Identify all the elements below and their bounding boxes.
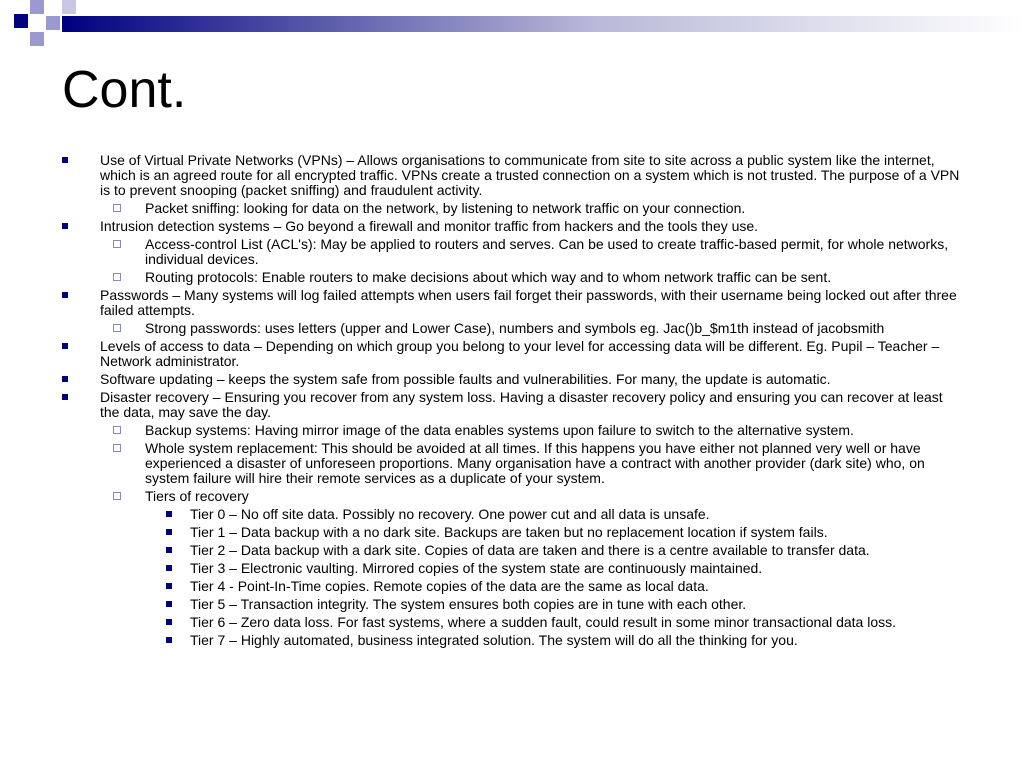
list-item <box>60 153 960 198</box>
filled-square-bullet-icon <box>62 153 68 168</box>
list-item <box>60 390 960 420</box>
light-square-icon <box>62 0 76 14</box>
light-square-icon <box>46 16 60 30</box>
white-square-icon <box>14 30 28 44</box>
list-item <box>60 525 960 540</box>
list-item <box>60 288 960 318</box>
list-item-text: Intrusion detection systems – Go beyond a firewall and monitor traffic from hackers and the tools they use. <box>100 218 759 234</box>
filled-square-bullet-icon <box>62 219 68 234</box>
slide-body <box>60 153 960 651</box>
header-decoration <box>0 0 1024 64</box>
list-item-text: Disaster recovery – Ensuring you recover from any system loss. Having a disaster recovery policy and ensuring you can recover at least the data, may save the day. <box>100 389 943 420</box>
list-item-text: Tier 0 – No off site data. Possibly no recovery. One power cut and all data is unsafe. <box>190 506 710 522</box>
list-item-text: Tier 4 - Point-In-Time copies. Remote copies of the data are the same as local data. <box>190 578 709 594</box>
list-item-text: Passwords – Many systems will log failed attempts when users fail forget their passwords, with their username being locked out after three failed attempts. <box>100 287 957 318</box>
filled-square-bullet-icon <box>62 372 68 387</box>
list-item-text: Tier 6 – Zero data loss. For fast systems, where a sudden fault, could result in some minor transactional data loss. <box>190 614 897 630</box>
filled-square-bullet-icon <box>166 579 172 594</box>
list-item <box>60 579 960 594</box>
filled-square-bullet-icon <box>62 288 68 303</box>
dark-square-icon <box>14 14 28 28</box>
hollow-square-bullet-icon <box>113 201 121 216</box>
list-item <box>60 633 960 648</box>
hollow-square-bullet-icon <box>113 237 121 252</box>
list-item <box>60 597 960 612</box>
filled-square-bullet-icon <box>166 615 172 630</box>
list-item-text: Tier 5 – Transaction integrity. The system ensures both copies are in tune with each other. <box>190 596 747 612</box>
filled-square-bullet-icon <box>166 633 172 648</box>
list-item <box>60 372 960 387</box>
light-square-icon <box>30 0 44 14</box>
list-item-text: Access-control List (ACL's): May be applied to routers and serves. Can be used to create traffic-based permit, for whole networks, individual devices. <box>145 236 949 267</box>
list-item <box>60 507 960 522</box>
list-item-text: Backup systems: Having mirror image of the data enables systems upon failure to switch to the alternative system. <box>145 422 854 438</box>
filled-square-bullet-icon <box>166 561 172 576</box>
light-square-icon <box>30 32 44 46</box>
gradient-stripe <box>62 16 1024 32</box>
list-item <box>60 270 960 285</box>
list-item-text: Tier 2 – Data backup with a dark site. Copies of data are taken and there is a centre available to transfer data. <box>190 542 870 558</box>
list-item <box>60 237 960 267</box>
list-item <box>60 441 960 486</box>
filled-square-bullet-icon <box>166 507 172 522</box>
list-item <box>60 543 960 558</box>
hollow-square-bullet-icon <box>113 489 121 504</box>
header-gradient-band <box>0 0 1024 64</box>
list-item <box>60 615 960 630</box>
filled-square-bullet-icon <box>166 525 172 540</box>
list-item-text: Tiers of recovery <box>145 488 249 504</box>
list-item-text: Software updating – keeps the system safe from possible faults and vulnerabilities. For many, the update is automatic. <box>100 371 831 387</box>
filled-square-bullet-icon <box>62 339 68 354</box>
filled-square-bullet-icon <box>166 597 172 612</box>
hollow-square-bullet-icon <box>113 423 121 438</box>
list-item-text: Tier 7 – Highly automated, business integrated solution. The system will do all the thinking for you. <box>190 632 798 648</box>
list-item <box>60 339 960 369</box>
list-item-text: Use of Virtual Private Networks (VPNs) – Allows organisations to communicate from site to site across a public system like the internet, which is an agreed route for all encrypted traffic. VPNs create a trusted connection on a system which is not trusted. The purpose of a VPN is to prevent snooping (packet sniffing) and fraudulent activity. <box>100 152 960 198</box>
list-item <box>60 489 960 504</box>
list-item-text: Whole system replacement: This should be avoided at all times. If this happens you have either not planned very well or have experienced a disaster of unforeseen proportions. Many organisation have a contract with another provider (dark site) who, on system failure will hire their remote services as a duplicate of your system. <box>145 440 925 486</box>
hollow-square-bullet-icon <box>113 441 121 456</box>
slide-title: Cont. <box>62 61 187 119</box>
list-item-text: Tier 1 – Data backup with a no dark site. Backups are taken but no replacement location if system fails. <box>190 524 828 540</box>
filled-square-bullet-icon <box>166 543 172 558</box>
filled-square-bullet-icon <box>62 390 68 405</box>
list-item-text: Routing protocols: Enable routers to make decisions about which way and to whom network traffic can be sent. <box>145 269 832 285</box>
list-item <box>60 423 960 438</box>
list-item <box>60 561 960 576</box>
list-item-text: Tier 3 – Electronic vaulting. Mirrored copies of the system state are continuously maintained. <box>190 560 763 576</box>
list-item-text: Strong passwords: uses letters (upper and Lower Case), numbers and symbols eg. Jac()b_$m1th instead of jacobsmith <box>145 320 885 336</box>
list-item-text: Packet sniffing: looking for data on the network, by listening to network traffic on your connection. <box>145 200 746 216</box>
list-item-text: Levels of access to data – Depending on which group you belong to your level for accessing data will be different. Eg. Pupil – Teacher – Network administrator. <box>100 338 940 369</box>
list-item <box>60 219 960 234</box>
hollow-square-bullet-icon <box>113 270 121 285</box>
list-item <box>60 201 960 216</box>
hollow-square-bullet-icon <box>113 321 121 336</box>
list-item <box>60 321 960 336</box>
